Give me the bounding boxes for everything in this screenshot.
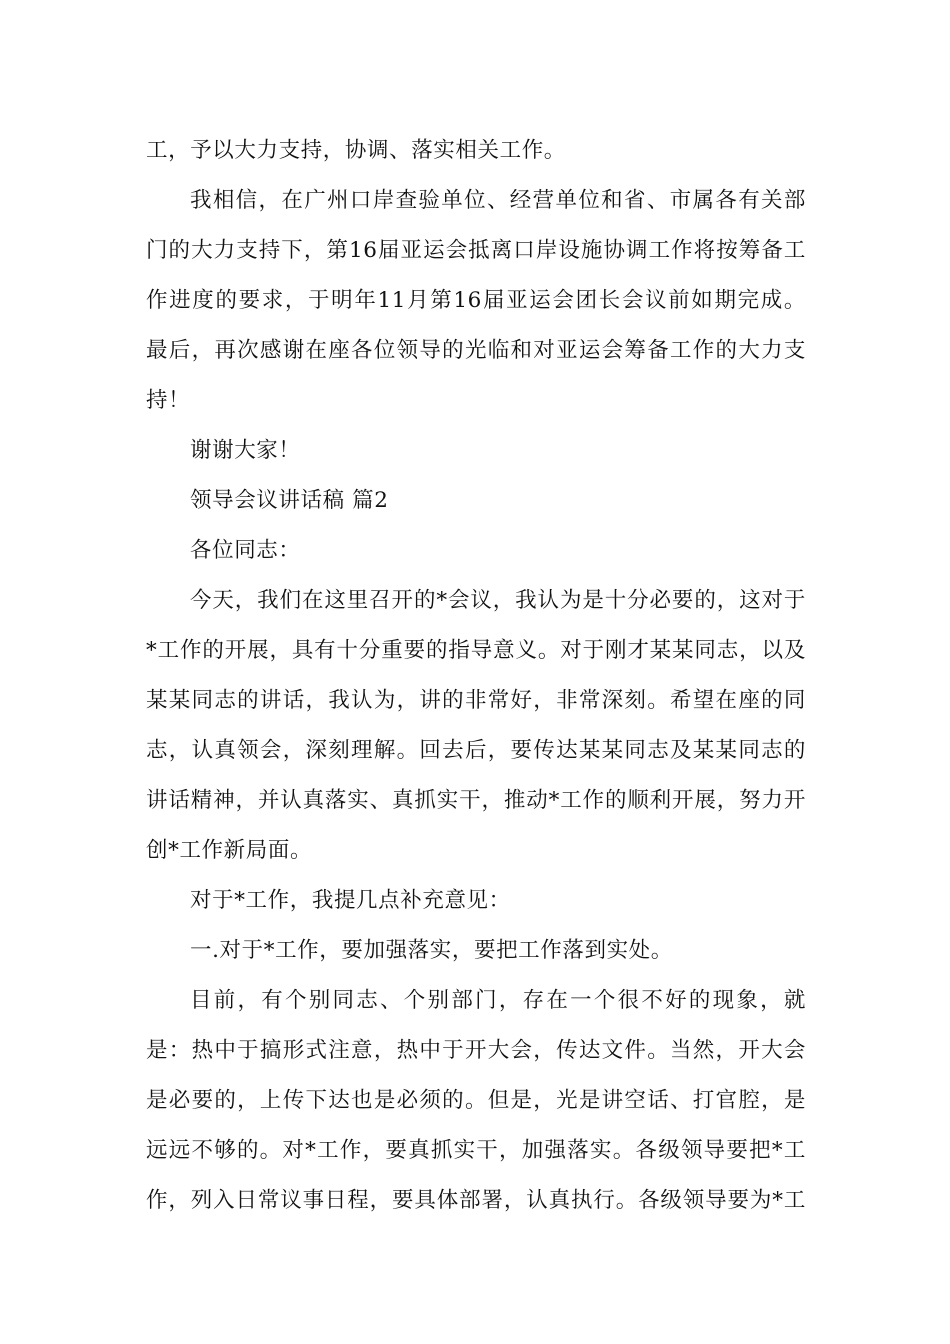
salutation: 各位同志： [190,538,301,563]
text-line: 是必要的，上传下达也是必须的。但是，光是讲空话、打官腔，是 [146,1088,806,1113]
text-line: 讲话精神，并认真落实、真抓实干，推动*工作的顺利开展，努力开 [146,788,806,813]
text-line: 某某同志的讲话，我认为，讲的非常好，非常深刻。希望在座的同 [146,688,806,713]
text-line: 作，列入日常议事日程，要具体部署，认真执行。各级领导要为*工 [146,1188,806,1213]
text-line: *工作的开展，具有十分重要的指导意义。对于刚才某某同志，以及 [146,638,806,663]
text-line: 谢谢大家！ [190,438,301,463]
text-line: 是：热中于搞形式注意，热中于开大会，传达文件。当然，开大会 [146,1038,806,1063]
text-line: 持！ [146,388,191,413]
text-line: 门的大力支持下，第16届亚运会抵离口岸设施协调工作将按筹备工 [146,238,806,263]
text-line: 最后，再次感谢在座各位领导的光临和对亚运会筹备工作的大力支 [146,338,806,363]
list-item-heading: 一.对于*工作，要加强落实，要把工作落到实处。 [190,938,673,963]
text-line: 志，认真领会，深刻理解。回去后，要传达某某同志及某某同志的 [146,738,806,763]
text-line: 远远不够的。对*工作，要真抓实干，加强落实。各级领导要把*工 [146,1138,806,1163]
text-line: 作进度的要求，于明年11月第16届亚运会团长会议前如期完成。 [146,288,806,313]
section-heading: 领导会议讲话稿 篇2 [190,488,389,513]
text-line: 创*工作新局面。 [146,838,313,863]
text-line: 目前，有个别同志、个别部门，存在一个很不好的现象，就 [190,988,806,1013]
text-line: 今天，我们在这里召开的*会议，我认为是十分必要的，这对于 [190,588,806,613]
text-line: 我相信，在广州口岸查验单位、经营单位和省、市属各有关部 [190,188,806,213]
text-line: 对于*工作，我提几点补充意见： [190,888,511,913]
text-line: 工，予以大力支持，协调、落实相关工作。 [146,138,566,163]
